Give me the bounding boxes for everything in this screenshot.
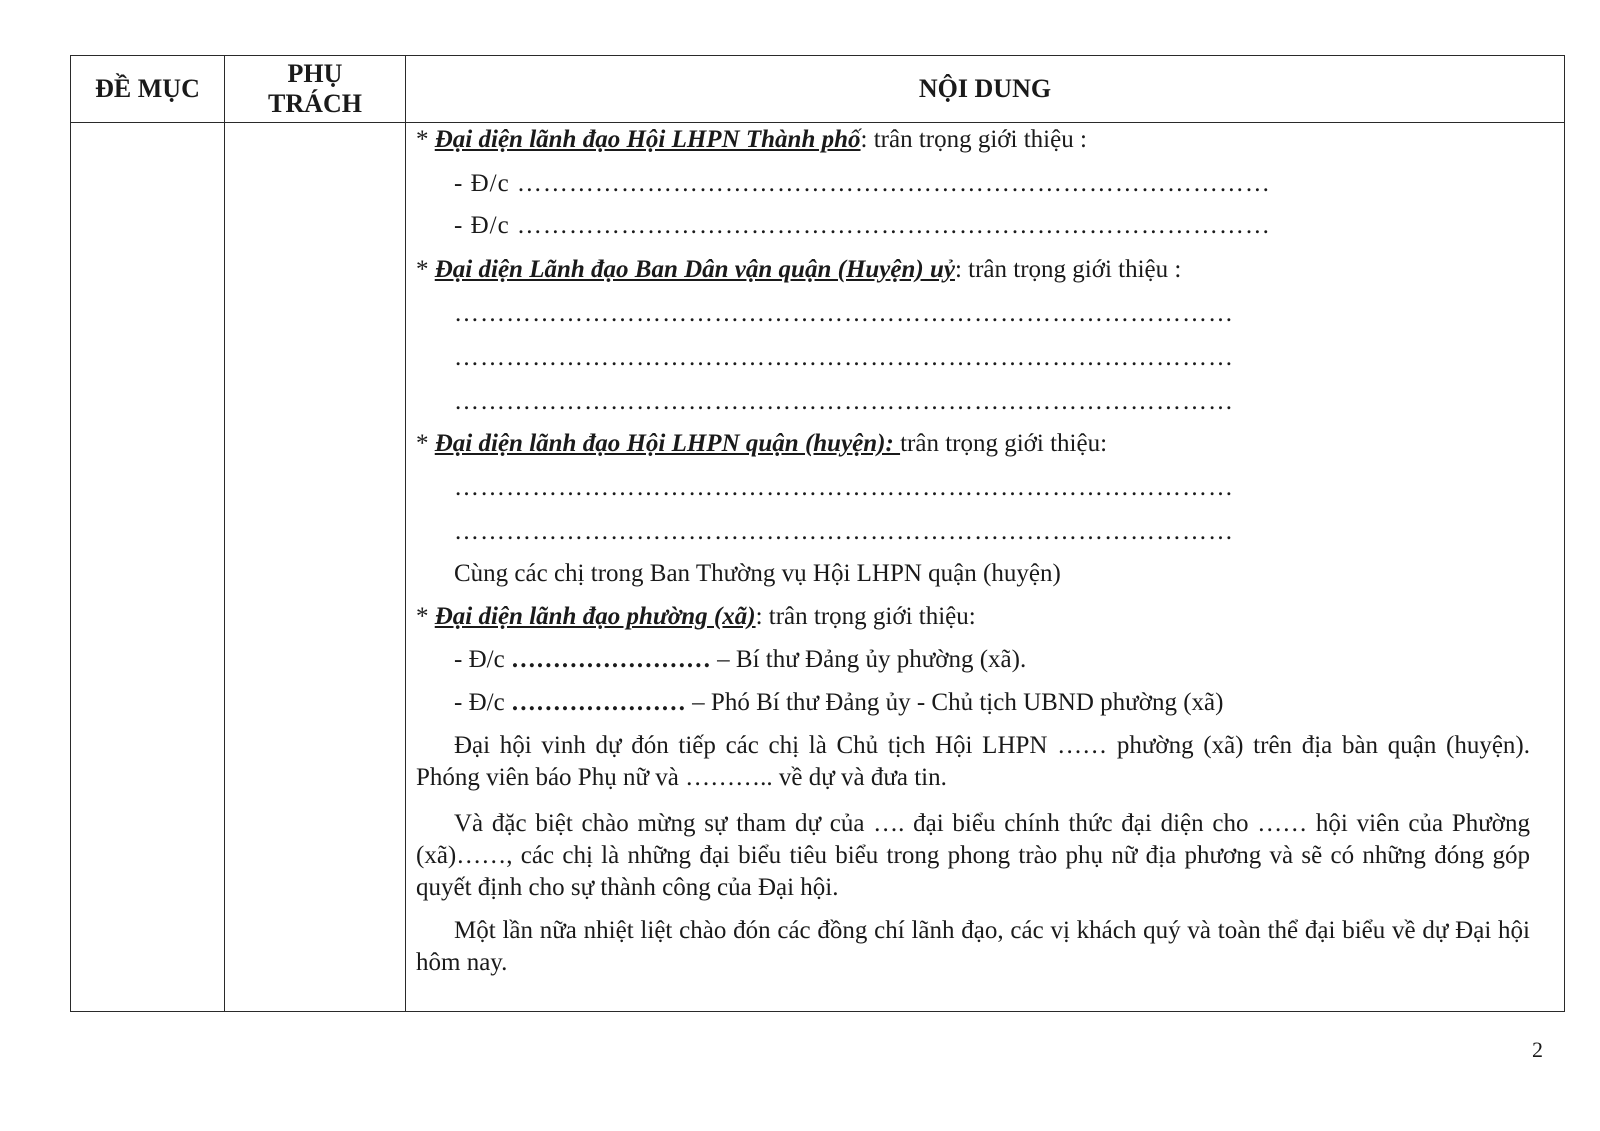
section-district-union	[416, 429, 1107, 459]
bullet-star: *	[416, 430, 435, 457]
paragraph-welcome-chairs: Đại hội vinh dự đón tiếp các chị là Chủ tịch Hội LHPN …… phường (xã) trên địa bàn quận (huyện). Phóng viên báo Phụ nữ và ……….. về dự và đưa tin.	[416, 732, 1530, 791]
standing-committee-line: Cùng các chị trong Ban Thường vụ Hội LHPN quận (huyện)	[454, 560, 1061, 587]
deputy-secretary-line	[454, 688, 1223, 718]
section-text: : trân trọng giới thiệu :	[954, 256, 1182, 283]
header-row	[71, 56, 1565, 123]
party-secretary-line	[454, 645, 1026, 675]
header-phu-trach-line1: PHỤ	[287, 59, 343, 88]
section-title: Đại diện Lãnh đạo Ban Dân vận quận (Huyện) uỷ	[434, 256, 955, 283]
comrade-line: - Đ/c ……………………………………………………………………………	[454, 170, 1271, 197]
cell-de-muc	[71, 123, 225, 1012]
section-ward-leaders	[416, 602, 976, 632]
section-text: trân trọng giới thiệu:	[900, 430, 1108, 457]
role-text: – Bí thư Đảng ủy phường (xã).	[710, 646, 1027, 673]
page-number: 2	[1532, 1037, 1543, 1062]
bullet-star: *	[416, 126, 435, 153]
role-text: – Phó Bí thư Đảng ủy - Chủ tịch UBND phường (xã)	[685, 689, 1224, 716]
header-noi-dung: NỘI DUNG	[406, 56, 1565, 123]
name-blank: ……………………	[510, 646, 711, 673]
section-title: Đại diện lãnh đạo phường (xã)	[434, 603, 756, 630]
body-row	[71, 123, 1565, 1012]
agenda-table	[70, 55, 1565, 1012]
section-text: : trân trọng giới thiệu:	[755, 603, 976, 630]
section-mass-mobilization	[416, 255, 1181, 285]
section-title: Đại diện lãnh đạo Hội LHPN quận (huyện):	[434, 430, 901, 457]
section-text: : trân trọng giới thiệu :	[860, 126, 1087, 153]
comrade-prefix: - Đ/c	[454, 689, 511, 716]
section-title: Đại diện lãnh đạo Hội LHPN Thành phố	[434, 126, 861, 153]
header-phu-trach-line2: TRÁCH	[268, 89, 362, 118]
paragraph-delegates: Và đặc biệt chào mừng sự tham dự của …. đại biểu chính thức đại diện cho …… hội viên của Phường (xã)……, các chị là những đại biểu tiêu biểu trong phong trào phụ nữ địa phương và sẽ có những đóng góp quyết định cho sự thành công của Đại hội.	[416, 810, 1530, 901]
cell-phu-trach	[225, 123, 406, 1012]
blank-dotted-line: ………………………………………………………………………………	[454, 474, 1234, 501]
blank-dotted-line: ………………………………………………………………………………	[454, 300, 1234, 327]
header-de-muc: ĐỀ MỤC	[71, 56, 225, 123]
bullet-star: *	[416, 603, 435, 630]
blank-dotted-line: ………………………………………………………………………………	[454, 518, 1234, 545]
bullet-star: *	[416, 256, 435, 283]
blank-dotted-line: ………………………………………………………………………………	[454, 344, 1234, 371]
blank-dotted-line: ………………………………………………………………………………	[454, 388, 1234, 415]
section-city-union	[416, 125, 1087, 155]
comrade-line: - Đ/c ……………………………………………………………………………	[454, 212, 1271, 239]
comrade-prefix: - Đ/c	[454, 646, 511, 673]
header-phu-trach	[225, 56, 406, 123]
name-blank: …………………	[510, 689, 686, 716]
paragraph-closing: Một lần nữa nhiệt liệt chào đón các đồng chí lãnh đạo, các vị khách quý và toàn thể đại biểu về dự Đại hội hôm nay.	[416, 917, 1530, 976]
cell-noi-dung	[406, 123, 1565, 1012]
